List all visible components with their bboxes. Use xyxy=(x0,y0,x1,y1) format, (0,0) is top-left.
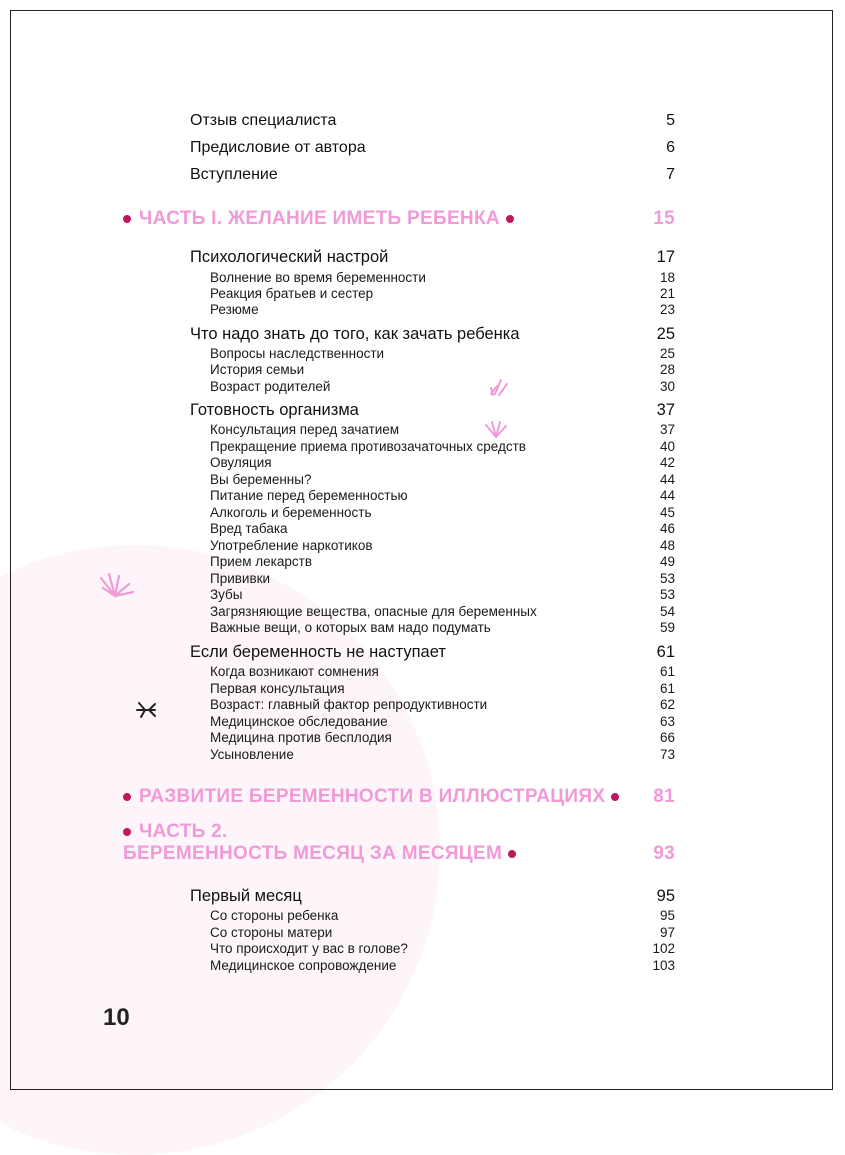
toc-subentry[interactable] xyxy=(210,488,675,505)
subentry-title: Алкоголь и беременность xyxy=(210,505,372,520)
bullet-dot-icon xyxy=(508,850,516,858)
toc-entry-review[interactable] xyxy=(190,112,675,134)
section-page: 61 xyxy=(656,643,675,661)
section-page: 95 xyxy=(656,887,675,905)
subentry-page: 53 xyxy=(659,587,675,602)
subentry-title: Со стороны ребенка xyxy=(210,908,339,923)
subentry-page: 21 xyxy=(659,286,675,301)
section-page: 37 xyxy=(656,401,675,419)
toc-section[interactable] xyxy=(190,887,675,909)
toc-subentry[interactable] xyxy=(210,286,675,303)
subentry-title: Медицина против бесплодия xyxy=(210,730,392,745)
subentry-title: Загрязняющие вещества, опасные для беременных xyxy=(210,604,537,619)
subentry-page: 25 xyxy=(659,346,675,361)
toc-subentry[interactable] xyxy=(210,604,675,621)
toc-part-1[interactable] xyxy=(123,208,675,234)
subentry-title: Питание перед беременностью xyxy=(210,488,408,503)
subentry-page: 48 xyxy=(659,538,675,553)
part-page: 81 xyxy=(653,786,675,807)
subentry-title: Первая консультация xyxy=(210,681,345,696)
toc-subentry[interactable] xyxy=(210,521,675,538)
subentry-page: 28 xyxy=(659,362,675,377)
subentry-title: История семьи xyxy=(210,362,305,377)
toc-section[interactable] xyxy=(190,643,675,665)
subentry-title: Резюме xyxy=(210,302,259,317)
subentry-page: 37 xyxy=(659,422,675,437)
subentry-page: 42 xyxy=(659,455,675,470)
subentry-page: 63 xyxy=(659,714,675,729)
toc-part-2[interactable] xyxy=(123,843,675,869)
toc-subentry[interactable] xyxy=(210,941,675,958)
subentry-title: Вред табака xyxy=(210,521,288,536)
toc-subentry[interactable] xyxy=(210,439,675,456)
subentry-page: 102 xyxy=(652,941,675,956)
subentry-title: Важные вещи, о которых вам надо подумать xyxy=(210,620,491,635)
subentry-title: Прекращение приема противозачаточных средств xyxy=(210,439,526,454)
subentry-page: 44 xyxy=(659,472,675,487)
subentry-page: 46 xyxy=(659,521,675,536)
subentry-page: 103 xyxy=(652,958,675,973)
toc-subentry[interactable] xyxy=(210,925,675,942)
subentry-title: Зубы xyxy=(210,587,243,602)
subentry-page: 45 xyxy=(659,505,675,520)
toc-subentry[interactable] xyxy=(210,681,675,698)
bullet-dot-icon xyxy=(123,828,131,836)
toc-subentry[interactable] xyxy=(210,505,675,522)
subentry-title: Возраст: главный фактор репродуктивности xyxy=(210,697,488,712)
toc-subentry[interactable] xyxy=(210,747,675,764)
page-number: 10 xyxy=(103,1004,130,1031)
subentry-page: 30 xyxy=(659,379,675,394)
toc-subentry[interactable] xyxy=(210,379,675,396)
part-page: 93 xyxy=(653,843,675,864)
subentry-title: Медицинское сопровождение xyxy=(210,958,397,973)
subentry-title: Реакция братьев и сестер xyxy=(210,286,374,301)
part-page: 15 xyxy=(653,208,675,229)
toc-subentry[interactable] xyxy=(210,620,675,637)
subentry-title: Со стороны матери xyxy=(210,925,333,940)
bullet-dot-icon xyxy=(611,793,619,801)
toc-subentry[interactable] xyxy=(210,664,675,681)
toc-section[interactable] xyxy=(190,401,675,423)
toc-subentry[interactable] xyxy=(210,472,675,489)
subentry-title: Вы беременны? xyxy=(210,472,312,487)
subentry-page: 44 xyxy=(659,488,675,503)
subentry-page: 40 xyxy=(659,439,675,454)
flower-sprig-icon xyxy=(97,572,135,600)
subentry-page: 23 xyxy=(659,302,675,317)
entry-page: 6 xyxy=(666,139,675,156)
entry-page: 5 xyxy=(666,112,675,129)
subentry-title: Вопросы наследственности xyxy=(210,346,385,361)
flower-sprig-icon xyxy=(133,701,159,719)
toc-section[interactable] xyxy=(190,325,675,347)
subentry-page: 53 xyxy=(659,571,675,586)
bullet-dot-icon xyxy=(506,215,514,223)
toc-subentry[interactable] xyxy=(210,730,675,747)
toc-subentry[interactable] xyxy=(210,697,675,714)
part-title: ЧАСТЬ I. ЖЕЛАНИЕ ИМЕТЬ РЕБЕНКА xyxy=(139,208,500,229)
subentry-page: 59 xyxy=(659,620,675,635)
toc-subentry[interactable] xyxy=(210,538,675,555)
subentry-title: Прививки xyxy=(210,571,271,586)
section-title: Что надо знать до того, как зачать ребенка xyxy=(190,325,520,343)
toc-subentry[interactable] xyxy=(210,422,675,439)
section-title: Психологический настрой xyxy=(190,248,389,266)
subentry-page: 97 xyxy=(659,925,675,940)
entry-title: Предисловие от автора xyxy=(190,139,366,156)
toc-subentry[interactable] xyxy=(210,455,675,472)
subentry-page: 62 xyxy=(659,697,675,712)
subentry-title: Когда возникают сомнения xyxy=(210,664,379,679)
entry-title: Вступление xyxy=(190,166,278,183)
section-page: 17 xyxy=(656,248,675,266)
toc-illustrations[interactable] xyxy=(123,786,675,812)
entry-page: 7 xyxy=(666,166,675,183)
subentry-title: Консультация перед зачатием xyxy=(210,422,400,437)
subentry-title: Овуляция xyxy=(210,455,272,470)
subentry-page: 61 xyxy=(659,681,675,696)
section-title: Готовность организма xyxy=(190,401,359,419)
toc-subentry[interactable] xyxy=(210,302,675,319)
toc-entry-introduction[interactable] xyxy=(190,166,675,188)
entry-title: Отзыв специалиста xyxy=(190,112,337,129)
subentry-page: 18 xyxy=(659,270,675,285)
bullet-dot-icon xyxy=(123,793,131,801)
toc-subentry[interactable] xyxy=(210,270,675,287)
toc-subentry[interactable] xyxy=(210,714,675,731)
subentry-page: 54 xyxy=(659,604,675,619)
subentry-title: Усыновление xyxy=(210,747,294,762)
flower-sprig-icon xyxy=(482,419,510,441)
toc-subentry[interactable] xyxy=(210,346,675,363)
toc-subentry[interactable] xyxy=(210,571,675,588)
toc-entry-preface[interactable] xyxy=(190,139,675,161)
section-title: Если беременность не наступает xyxy=(190,643,446,661)
toc-subentry[interactable] xyxy=(210,587,675,604)
toc-subentry[interactable] xyxy=(210,958,675,975)
subentry-page: 49 xyxy=(659,554,675,569)
toc-subentry[interactable] xyxy=(210,554,675,571)
section-page: 25 xyxy=(656,325,675,343)
bullet-dot-icon xyxy=(123,215,131,223)
toc-subentry[interactable] xyxy=(210,908,675,925)
toc-section[interactable] xyxy=(190,248,675,270)
flower-sprig-icon xyxy=(487,374,511,398)
subentry-title: Волнение во время беременности xyxy=(210,270,426,285)
subentry-title: Медицинское обследование xyxy=(210,714,388,729)
subentry-title: Возраст родителей xyxy=(210,379,331,394)
subentry-page: 66 xyxy=(659,730,675,745)
subentry-page: 95 xyxy=(659,908,675,923)
section-title: Первый месяц xyxy=(190,887,302,905)
subentry-title: Прием лекарств xyxy=(210,554,313,569)
toc-subentry[interactable] xyxy=(210,362,675,379)
toc-part-2-line1[interactable] xyxy=(123,821,675,845)
part-title: ЧАСТЬ 2. xyxy=(139,821,228,842)
part-title: БЕРЕМЕННОСТЬ МЕСЯЦ ЗА МЕСЯЦЕМ xyxy=(123,843,503,864)
subentry-title: Что происходит у вас в голове? xyxy=(210,941,408,956)
subentry-title: Употребление наркотиков xyxy=(210,538,373,553)
subentry-page: 61 xyxy=(659,664,675,679)
part-title: РАЗВИТИЕ БЕРЕМЕННОСТИ В ИЛЛЮСТРАЦИЯХ xyxy=(139,786,606,807)
subentry-page: 73 xyxy=(659,747,675,762)
